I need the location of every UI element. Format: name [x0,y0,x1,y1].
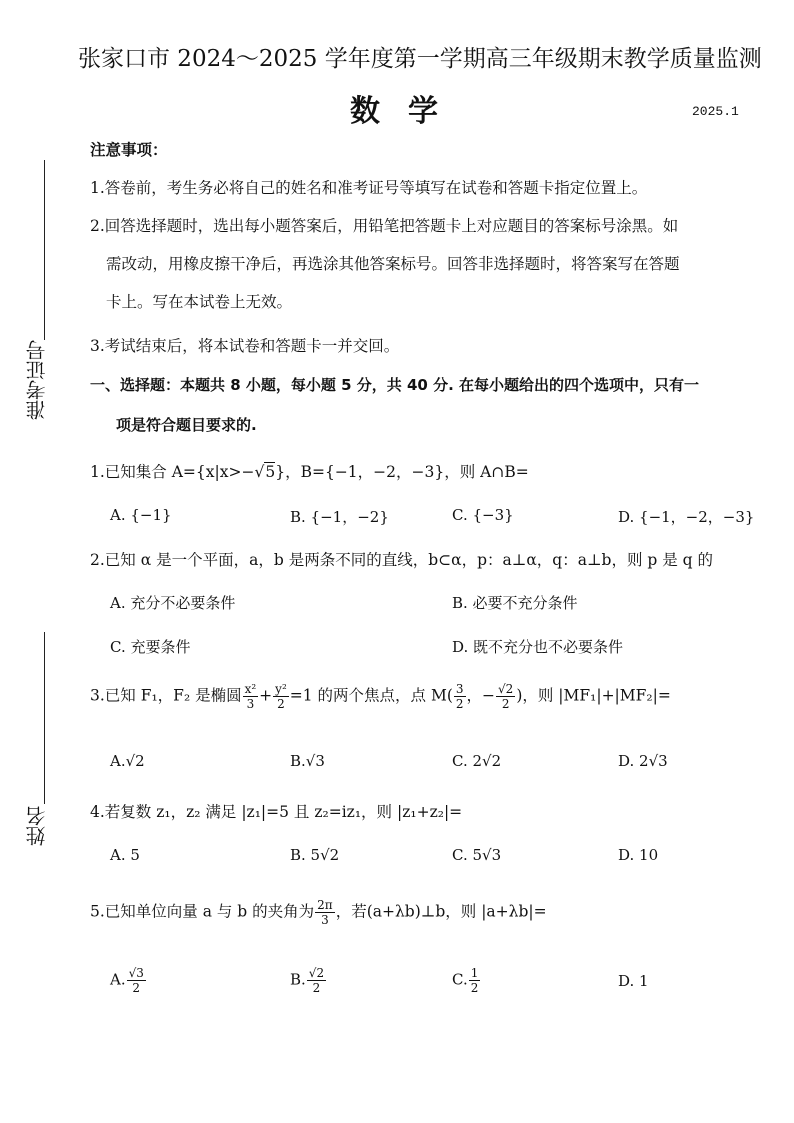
q5-option-d: D. 1 [618,972,649,990]
notice-item-2-line-3: 卡上。写在本试卷上无效。 [106,293,293,311]
q2-option-d: D. 既不充分也不必要条件 [452,638,624,656]
name-label: 姓名 [25,806,49,846]
q1-option-d: D. {−1，−2，−3} [618,508,755,526]
q3-point-y-fraction: $\frac{√2}{2}$ [498,682,514,711]
q3-option-c: C. 2√2 [452,752,502,770]
exam-id-label: 准考证号 [25,340,49,420]
question-5-stem [90,898,547,927]
q1-stem-part-a: 1.已知集合 A={x|x>− [90,463,255,481]
notice-item-2-line-1: 2.回答选择题时，选出每小题答案后，用铅笔把答题卡上对应题目的答案标号涂黑。如 [90,217,679,235]
question-3-stem: 3.已知 F₁，F₂ 是椭圆 $\frac{\text{x²}}{3}$ + $\frac{\text{y²}}{2}$ =1 的两个焦点，点 M( $\frac{3}{2}$ ，− $\frac{√2}{2}$ )，则 |MF₁|+|MF₂|= [90,682,671,711]
q5-option-a: A. $\frac{√3}{2}$ [110,966,144,995]
q1-sqrt-value: 5 [265,463,276,481]
notice-item-1: 1.答卷前，考生务必将自己的姓名和准考证号等填写在试卷和答题卡指定位置上。 [90,179,648,197]
question-4-stem: 4.若复数 z₁，z₂ 满足 |z₁|=5 且 z₂=iz₁，则 |z₁+z₂|= [90,803,463,821]
q5-angle-fraction: $\frac{2\pi}{3}$ [317,898,333,927]
q3-stem-part-a: 3.已知 F₁，F₂ 是椭圆 [90,686,242,705]
q5-stem-part-a: 5.已知单位向量 a 与 b 的夹角为 [90,902,315,921]
q3-stem-part-b: =1 的两个焦点，点 M( [289,686,453,705]
exam-id-underline [44,160,45,340]
q4-option-a: A. 5 [110,846,140,864]
section-heading-line-1: 一、选择题：本题共 8 小题，每小题 5 分，共 40 分. 在每小题给出的四个选项中，只有一 [90,376,700,394]
q1-option-c: C. {−3} [452,506,514,524]
subject-title: 数学 [350,94,466,129]
exam-date: 2025.1 [692,104,739,119]
q3-option-b: B.√3 [290,752,325,770]
q1-option-a: A. {−1} [110,506,172,524]
name-underline [44,632,45,804]
q3-option-d: D. 2√3 [618,752,668,770]
q1-stem-part-b: }，B={−1，−2，−3}，则 A∩B= [275,463,529,481]
notice-heading: 注意事项： [90,140,168,159]
q2-option-a: A. 充分不必要条件 [110,594,236,612]
q4-option-b: B. 5√2 [290,846,340,864]
q1-option-b: B. {−1，−2} [290,508,389,526]
question-1-stem: 1.已知集合 A={x|x>−√5}，B={−1，−2，−3}，则 A∩B= [90,463,529,481]
notice-item-3: 3.考试结束后，将本试卷和答题卡一并交回。 [90,337,400,355]
section-heading-line-2: 项是符合题目要求的. [116,416,257,434]
q4-option-d: D. 10 [618,846,659,864]
q3-ellipse-x-fraction: $\frac{\text{x²}}{3}$ [244,682,257,711]
q5-option-b: B. $\frac{√2}{2}$ [290,966,325,995]
q5-option-c: C. $\frac{1}{2}$ [452,966,479,995]
q3-stem-part-c: )，则 |MF₁|+|MF₂|= [516,686,671,705]
q2-option-c: C. 充要条件 [110,638,191,656]
notice-item-2-line-2: 需改动，用橡皮擦干净后，再选涂其他答案标号。回答非选择题时，将答案写在答题 [106,255,680,273]
q3-point-x-fraction: $\frac{3}{2}$ [455,682,464,711]
q2-option-b: B. 必要不充分条件 [452,594,578,612]
q4-option-c: C. 5√3 [452,846,502,864]
q3-ellipse-y-fraction: $\frac{\text{y²}}{2}$ [275,682,287,711]
exam-title: 张家口市 2024～2025 学年度第一学期高三年级期末教学质量监测 [78,46,762,72]
q3-option-a: A.√2 [110,752,145,770]
q5-stem-part-b: ，若(a+λb)⊥b，则 |a+λb|= [335,902,547,921]
question-2-stem: 2.已知 α 是一个平面，a，b 是两条不同的直线，b⊂α，p：a⊥α，q：a⊥b，则 p 是 q 的 [90,551,713,569]
